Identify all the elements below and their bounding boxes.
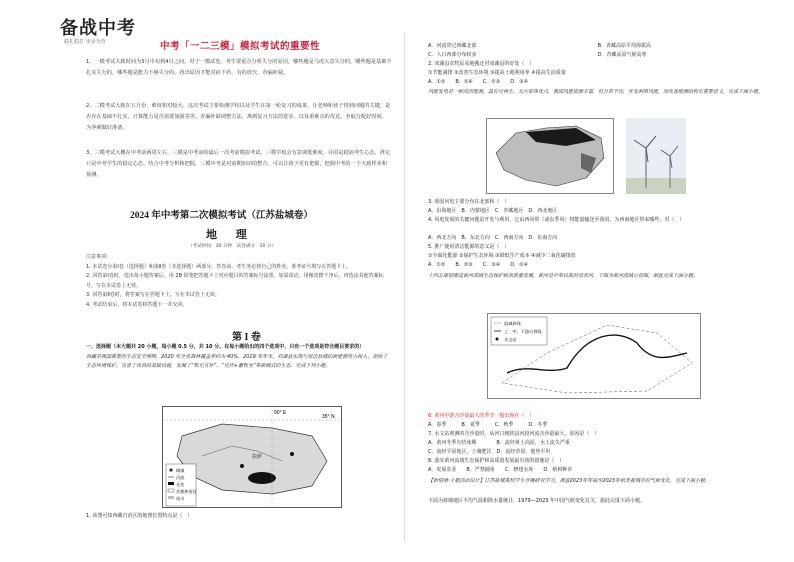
logo xyxy=(60,14,144,50)
question-4: 4. 风电发展的关键问题是开发与利用，它由西风带（或东季风）将能量输送至我国，为西南地区带来哪些，对（ ） xyxy=(428,217,685,223)
china-wind-map xyxy=(486,118,614,194)
q2-statements: ①节能减排 ②改善生态环境 ③提高土地利用率 ④提高生活质量 xyxy=(428,70,566,76)
logo-text: 备战中考 xyxy=(60,18,136,39)
legend-river: 河流 xyxy=(176,475,185,480)
q1-options-cd xyxy=(428,51,764,60)
note-item: 3. 回答第Ⅱ卷时，将答案写在答题卡上。写在本试卷上无效。 xyxy=(86,292,220,299)
wind-turbines-photo xyxy=(626,118,686,194)
notes-heading: 注意事项： xyxy=(86,254,112,260)
q1-options-ab xyxy=(428,42,764,51)
q3-options: A．沿海地区 B．内蒙地区 C．青藏地区 D．西北地区 xyxy=(428,208,558,214)
map-legend xyxy=(166,464,197,506)
option-d: D．青藏高原气候高寒 xyxy=(597,52,647,58)
question-8: 8. 落实黄河流域生态保护和高质量发展最有效的措施是（ ） xyxy=(428,458,565,464)
exam-meta: （考试时间：30 分钟 试卷满分：20 分） xyxy=(188,244,277,249)
climate-material-2: 下面为盐城地区平均气温和降水量统计，1979—2023 年中国气候变化有关，据此完成下面小题。 xyxy=(428,498,646,504)
option-c: C．人口西部分布较多 xyxy=(428,52,477,58)
section-intro xyxy=(86,343,392,372)
yellow-river-map xyxy=(487,313,701,399)
legend-reach-boundary: 上、中、下游分界线 xyxy=(504,329,542,334)
question-3: 3. 我国风电主要分布在北部和（ ） xyxy=(428,199,510,205)
paragraph-second-mock: 2、二模考试大致在五月份，难度相对较大。这次考试主要检测学校以及学生在第一轮复习的成果，让老师和孩子找到问题的关键，是否存在基础不扎实，计算能力是否需要加强等等。查漏补缺调整方法，离到复习方法的进步，以及重难点的攻克，争取分配好时间，为冲刺做好准备。 xyxy=(86,103,391,131)
legend-hydrostation: 水文站 xyxy=(504,337,517,342)
option-a: A．河流穿过西藏北部 xyxy=(428,43,477,49)
q7-options-ab: A．黄河冬季有结冰期 B．流经黄土高原，水土流失严重 xyxy=(428,440,570,446)
wind-material: 风能发电是一种清洁能源，具有可再生、无污染等优点，我国风能资源丰富，但分布不均，开发利用风能，对改善能源结构有重要意义，完成下面小题。 xyxy=(428,89,764,95)
option-b: B．青藏高原平均海拔高 xyxy=(597,43,652,49)
question-1: 1. 该图可知西藏自治区的地理位置特点是（ ） xyxy=(86,513,193,519)
q8-options: A．发展农业 B．严禁捕鱼 C．修建水库 D．植树种草 xyxy=(428,467,573,473)
note-item: 4. 考试结束后，将本试卷和答题卡一并交回。 xyxy=(86,301,188,308)
exam-title: 2024 年中考第二次模拟考试（江苏盐城卷） xyxy=(130,211,313,221)
banner-title: 中考「一二三模」模拟考试的重要性 xyxy=(160,41,321,52)
q5-statements: ①全面化能源 ②保护生态环境 ③降低生产成本 ④减少二氧化碳排放 xyxy=(428,253,576,259)
question-5: 5. 推广使用清洁能源的意义是（ ） xyxy=(428,244,510,250)
column-divider xyxy=(404,32,405,542)
subject-title: 地 理 xyxy=(206,229,255,241)
tibet-map xyxy=(162,406,342,508)
q2-options: A．①② B．①④ C．②③ D．③④ xyxy=(428,79,529,85)
city-label: 拉萨 xyxy=(252,454,263,460)
logo-subtitle: 稳扎稳打 步步为营 xyxy=(64,39,106,45)
section-instructions: 一、选择题（本大题共 20 小题，每小题 0.5 分，共 10 分。在每小题给出的四个选项中，只有一个选项是符合题目要求的） xyxy=(86,344,365,350)
question-2: 2. 双湖县农牧民易地搬迁对双湖县的好处（ ） xyxy=(428,61,535,67)
q5-options: A．①② B．②③ C．③④ D．②④ xyxy=(428,262,529,268)
longitude-label: 90° E xyxy=(274,410,287,416)
q7-options-cd: C．流经平原地区，土壤肥沃 D．流经草原，地势平坦 xyxy=(428,449,551,455)
question-6: 6. 黄河中游含沙量最大的季节一般出现在（ ） xyxy=(428,413,535,419)
legend-capital: 首都和省区 xyxy=(176,489,197,494)
note-item: 1. 本试卷分第Ⅰ卷（选择题）和第Ⅱ卷（非选择题）两部分。答卷前，考生务必将自己的姓名、准考证号填写在答题卡上。 xyxy=(86,263,352,270)
note-item: 2. 回答第Ⅰ卷时，选出每小题答案后，用 2B 铅笔把答题卡上对应题目的答案标号涂黑。如需改动，用橡皮擦干净后，再选涂其他答案标号。写在本试卷上无效。 xyxy=(86,273,384,289)
q6-options: A．春季 B．夏季 C．秋季 D．冬季 xyxy=(428,422,548,428)
paragraph-first-mock: 1、一模考试大致时间为3月中旬到4月之间。对于一模试卷，考生要重点分析失分的原因，哪些题是马虎大意失分的，哪些题是基础不扎实失分的，哪些题是能力不够失分的。找出原因才能对症下药，有的放矢，查漏补缺。 xyxy=(86,59,392,76)
legend-basin-boundary: 流域界线 xyxy=(504,321,521,326)
legend-town: 城镇 xyxy=(176,468,185,473)
latitude-label: 35° N xyxy=(322,414,335,420)
question-7: 7. 水文站观测的含沙量时，从河口到陕县河段河流含沙量最大，原因是（ ） xyxy=(428,431,600,437)
climate-material: 【新情境·主题活动设计】江苏盐城某校学生开展研究学习，调查2023年年底至2023年秋季盐城市的气候变化，完成下面小题。 xyxy=(428,478,711,484)
volume-title: 第 I 卷 xyxy=(232,332,261,343)
legend-solar: 光伏 xyxy=(176,482,185,487)
exam-notes xyxy=(86,253,392,311)
river-map-legend xyxy=(491,317,547,345)
q4-options: A．西北方向 B．东北方向 C．西南方向 D．东南方向 xyxy=(428,235,558,241)
paragraph-third-mock: 3、三模考试大概在中考前两周左右，三模是中考前的最后一次考前模拟考试，三模学校会有意调低难度，目的是稳固考生心态，准定只是中考学生的稳定心态，结合中考分析和把握，三模中考是对前期知识的整合。可以让孩子更有把握，把握中考的一个大致样本和预测。 xyxy=(86,150,391,178)
yellow-river-material: 十四五规划推进黄河流域生态保护和高质量发展，黄河是中华民族的母亲河，下图为黄河流域示意图，据此完成下面小题。 xyxy=(428,273,699,279)
material-text: 西藏是我国重要的生态安全屏障，2020 年全省森林覆盖率约为 40%，2019 年年末，双湖县实现与周边县城的新能源电力接入，加快了生态环境保护，完善了该县的基础设施，发展了“牧光互补”、“光伏+畜牧业”等新模式的生态，完成下列小题。 xyxy=(86,353,388,370)
legend-glacier: 冰川 xyxy=(176,496,185,501)
